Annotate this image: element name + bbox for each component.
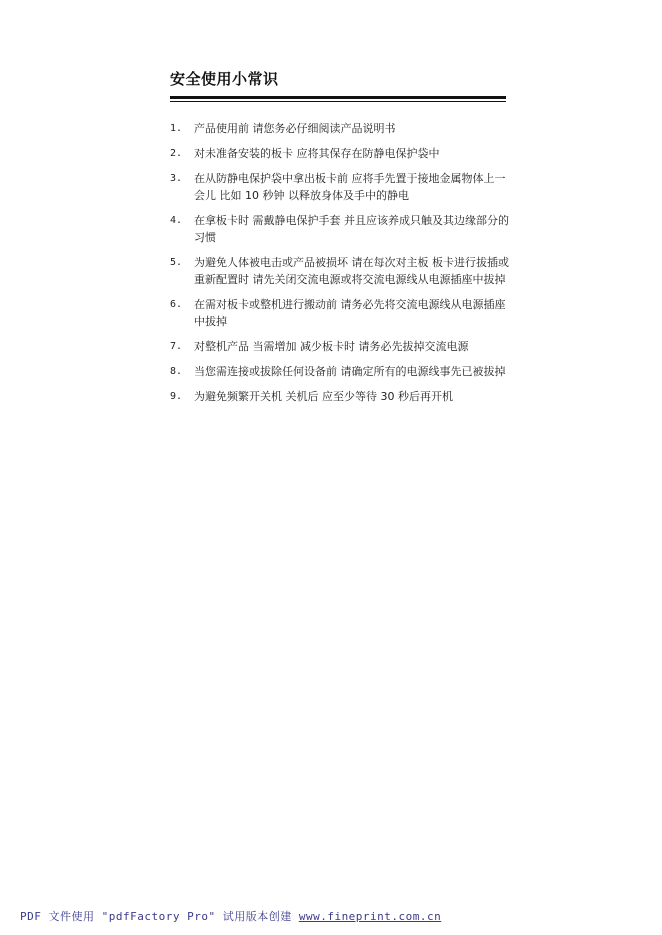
list-item-text: 为避免人体被电击或产品被损坏 请在每次对主板 板卡进行拔插或重新配置时 请先关闭交流电源或将交流电源线从电源插座中拔掉 — [194, 256, 509, 286]
list-item-number: 6. — [170, 299, 183, 310]
title-underline-thin — [170, 101, 506, 102]
list-item — [170, 120, 510, 137]
list-item-text: 对整机产品 当需增加 减少板卡时 请务必先拔掉交流电源 — [194, 340, 469, 353]
list-item-number: 3. — [170, 173, 183, 184]
footer-link[interactable]: www.fineprint.com.cn — [298, 910, 442, 923]
list-item-number: 4. — [170, 215, 183, 226]
list-item-number: 1. — [170, 123, 183, 134]
safety-list — [170, 120, 510, 413]
list-item-text: 当您需连接或拔除任何设备前 请确定所有的电源线事先已被拔掉 — [194, 365, 506, 378]
page-title: 安全使用小常识 — [170, 70, 279, 88]
list-item-number: 2. — [170, 148, 183, 159]
title-underline-thick — [170, 96, 506, 99]
list-item-text: 在从防静电保护袋中拿出板卡前 应将手先置于接地金属物体上一会儿 比如 10 秒钟 以释放身体及手中的静电 — [194, 172, 506, 202]
list-item-text: 为避免频繁开关机 关机后 应至少等待 30 秒后再开机 — [194, 390, 453, 403]
list-item — [170, 212, 510, 246]
list-item-text: 对未准备安装的板卡 应将其保存在防静电保护袋中 — [194, 147, 440, 160]
list-item — [170, 338, 510, 355]
pdf-footer — [20, 908, 441, 924]
list-item-number: 5. — [170, 257, 183, 268]
list-item-number: 7. — [170, 341, 183, 352]
list-item — [170, 363, 510, 380]
list-item-text: 产品使用前 请您务必仔细阅读产品说明书 — [194, 122, 396, 135]
list-item — [170, 145, 510, 162]
footer-text: PDF 文件使用 "pdfFactory Pro" 试用版本创建 — [20, 910, 299, 923]
list-item — [170, 296, 510, 330]
list-item — [170, 254, 510, 288]
list-item-number: 9. — [170, 391, 183, 402]
list-item-text: 在需对板卡或整机进行搬动前 请务必先将交流电源线从电源插座中拔掉 — [194, 298, 506, 328]
list-item-text: 在拿板卡时 需戴静电保护手套 并且应该养成只触及其边缘部分的习惯 — [194, 214, 509, 244]
list-item — [170, 170, 510, 204]
list-item-number: 8. — [170, 366, 183, 377]
list-item — [170, 388, 510, 405]
